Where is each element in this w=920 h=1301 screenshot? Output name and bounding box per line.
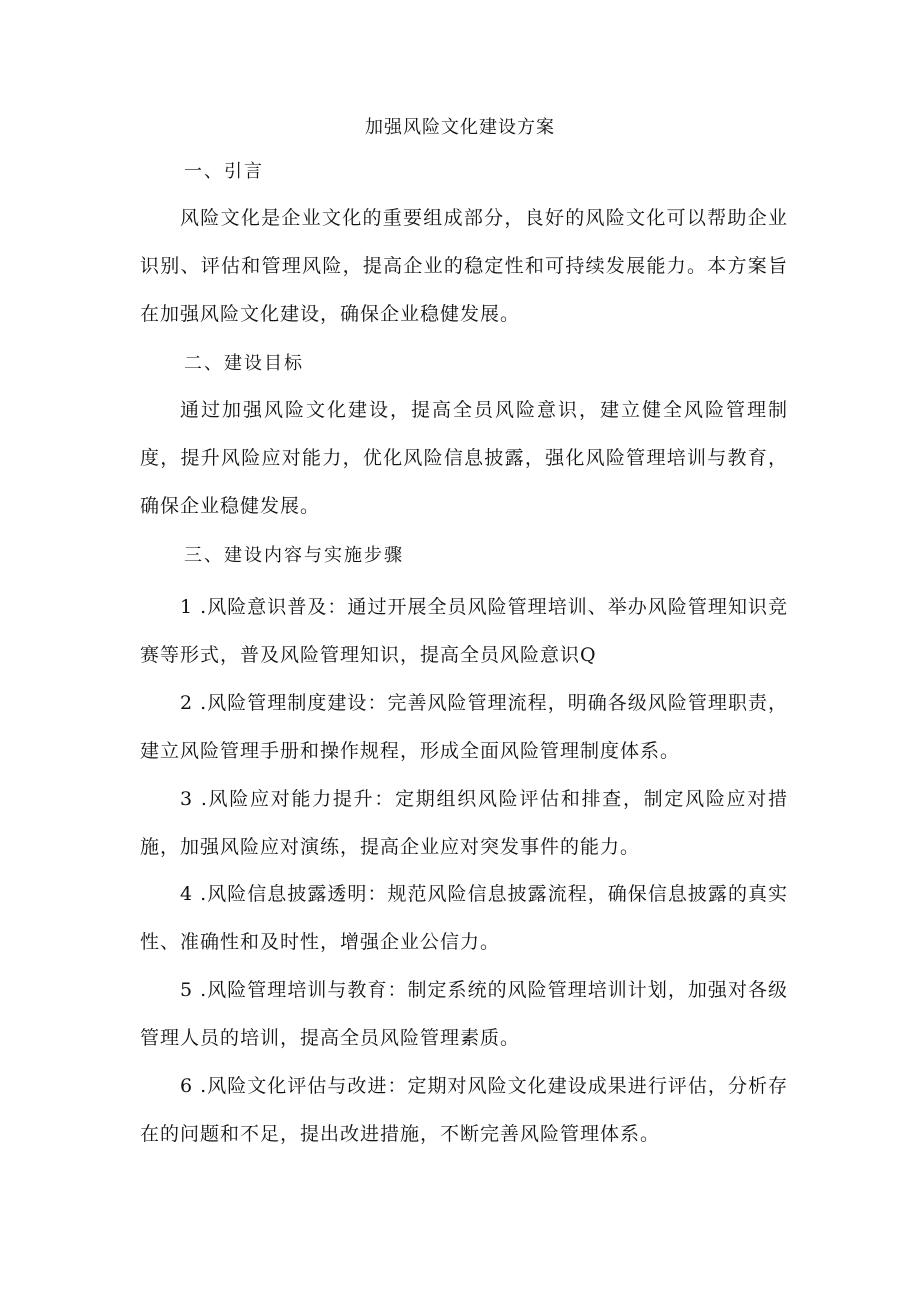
step-item-evaluation-improvement: 6 .风险文化评估与改进：定期对风险文化建设成果进行评估，分析存在的问题和不足，提出改进措施，不断完善风险管理体系。 (140, 1075, 788, 1145)
section-heading-content-and-steps: 三、建设内容与实施步骤 (184, 545, 404, 566)
document-title: 加强风险文化建设方案 (365, 117, 555, 138)
step-item-information-disclosure: 4 .风险信息披露透明：规范风险信息披露流程，确保信息披露的真实性、准确性和及时性，增强企业公信力。 (140, 883, 788, 953)
step-item-training-education: 5 .风险管理培训与教育：制定系统的风险管理培训计划，加强对各级管理人员的培训，提高全员风险管理素质。 (140, 979, 788, 1049)
introduction-paragraph: 风险文化是企业文化的重要组成部分，良好的风险文化可以帮助企业识别、评估和管理风险，提高企业的稳定性和可持续发展能力。本方案旨在加强风险文化建设，确保企业稳健发展。 (140, 207, 788, 325)
goals-paragraph: 通过加强风险文化建设，提高全员风险意识，建立健全风险管理制度，提升风险应对能力，优化风险信息披露，强化风险管理培训与教育，确保企业稳健发展。 (140, 399, 788, 517)
step-item-management-system: 2 .风险管理制度建设：完善风险管理流程，明确各级风险管理职责，建立风险管理手册和操作规程，形成全面风险管理制度体系。 (140, 692, 788, 762)
section-heading-goals: 二、建设目标 (184, 353, 304, 374)
step-item-response-capability: 3 .风险应对能力提升：定期组织风险评估和排查，制定风险应对措施，加强风险应对演练，提高企业应对突发事件的能力。 (140, 788, 788, 858)
step-item-risk-awareness: 1 .风险意识普及：通过开展全员风险管理培训、举办风险管理知识竞赛等形式，普及风险管理知识，提高全员风险意识Q (140, 596, 788, 666)
section-heading-introduction: 一、引言 (184, 161, 264, 182)
